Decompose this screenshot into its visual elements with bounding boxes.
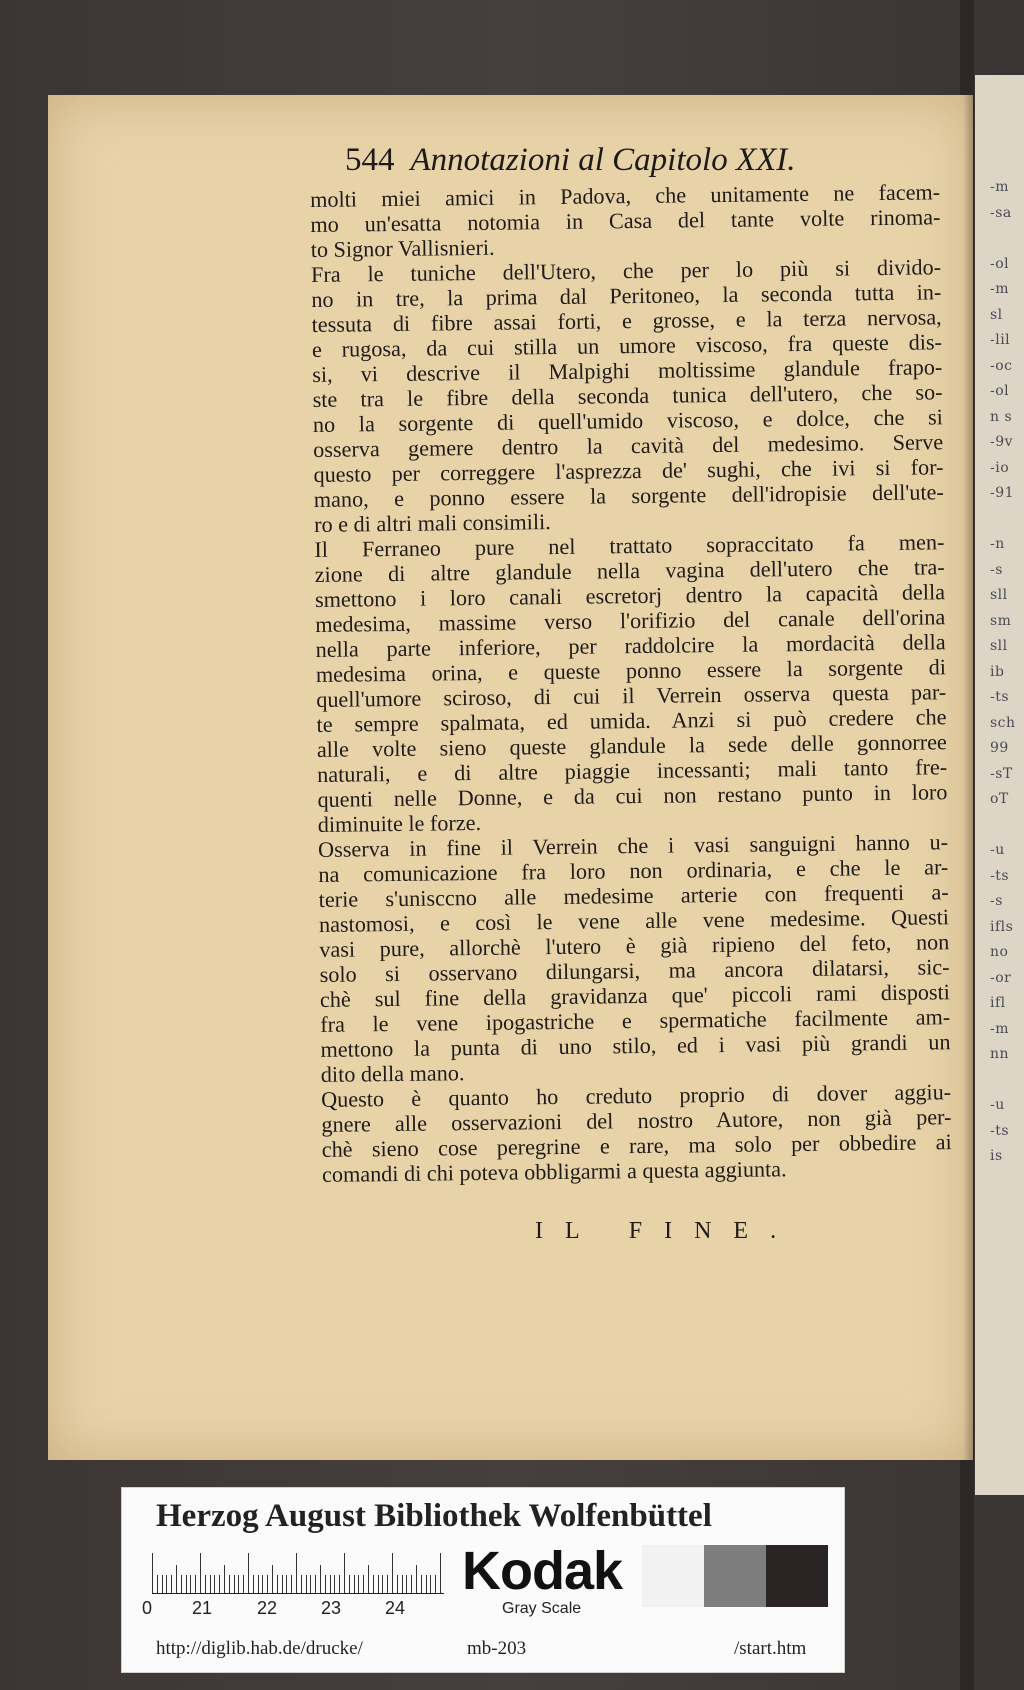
- text-line: molti miei amici in Padova, che unitamente ne facem-: [310, 179, 941, 212]
- ruler-tick: [387, 1575, 388, 1593]
- text-line: dito della mano.: [320, 1060, 465, 1087]
- text-line: na comunicazione fra loro non ordinaria, e che le ar-: [318, 854, 949, 887]
- ruler-tick: [248, 1553, 249, 1593]
- text-line: mano, e ponno essere la sorgente dell'idropisie dell'ute-: [313, 479, 944, 512]
- text-line: si, vi descrive il Malpighi moltissime glandule frapo-: [312, 354, 943, 387]
- facing-fragment: -m: [990, 1020, 1010, 1037]
- text-line: naturali, e di altre piaggie incessanti; mali tanto fre-: [317, 754, 948, 787]
- ruler-tick: [426, 1575, 427, 1593]
- start-path: /start.htm: [734, 1638, 807, 1659]
- color-calibration-card: [121, 1487, 845, 1673]
- ruler-tick: [354, 1575, 355, 1593]
- ruler-tick: [262, 1575, 263, 1593]
- facing-fragment: -io: [990, 459, 1010, 476]
- gray-swatch: [704, 1545, 766, 1607]
- facing-fragment: oT: [990, 791, 1009, 807]
- facing-fragment: is: [990, 1148, 1003, 1164]
- facing-fragment: -m: [990, 281, 1010, 297]
- ruler-tick: [234, 1575, 235, 1593]
- facing-fragment: -u: [990, 842, 1005, 858]
- ruler-tick: [392, 1553, 393, 1593]
- ruler-tick: [411, 1575, 412, 1593]
- text-line: te sempre spalmata, ed umida. Anzi si può credere che: [316, 704, 947, 737]
- facing-fragment: -m: [990, 179, 1010, 195]
- page-body-text: [310, 179, 952, 1187]
- facing-fragment: n s: [990, 408, 1013, 425]
- ruler-tick: [219, 1575, 220, 1593]
- ruler-tick: [416, 1565, 417, 1593]
- ruler-tick: [310, 1575, 311, 1593]
- finis-text: IL FINE.: [535, 1218, 799, 1244]
- ruler-tick: [229, 1575, 230, 1593]
- facing-fragment: [990, 813, 1024, 839]
- text-line: mettono la punta di uno stilo, ed i vasi più grandi un: [320, 1029, 951, 1062]
- ruler-tick: [358, 1575, 359, 1593]
- text-line: Fra le tuniche dell'Utero, che per lo più si divido-: [310, 254, 942, 287]
- ruler-tick: [224, 1565, 225, 1593]
- ruler-tick: [363, 1575, 364, 1593]
- facing-fragment: -oc: [990, 357, 1013, 374]
- text-line: terie s'unisccno alle medesime arterie con frequenti a-: [318, 879, 949, 912]
- facing-fragment: -u: [990, 1097, 1005, 1113]
- ruler-tick: [176, 1565, 177, 1593]
- facing-fragment: -sT: [990, 765, 1013, 782]
- ruler-tick: [435, 1575, 436, 1593]
- ruler-label: 24: [385, 1598, 406, 1618]
- facing-fragment: [990, 226, 1024, 252]
- ruler-tick: [315, 1575, 316, 1593]
- text-line: mo un'esatta notomia in Casa del tante volte rinoma-: [310, 204, 941, 237]
- facing-fragment: ifls: [990, 918, 1014, 935]
- chapter-title: Annotazioni al Capitolo XXI.: [410, 142, 796, 178]
- facing-fragment: no: [990, 944, 1009, 960]
- facing-fragment: [990, 1068, 1024, 1094]
- facing-fragment: [990, 507, 1024, 533]
- gray-scale-swatches: [642, 1545, 828, 1607]
- running-head: [345, 142, 865, 179]
- facing-fragment: -sa: [990, 204, 1012, 221]
- ruler-tick: [325, 1575, 326, 1593]
- ruler-label: 23: [321, 1598, 342, 1618]
- ruler-tick: [195, 1575, 196, 1593]
- ruler-tick: [344, 1553, 345, 1593]
- facing-fragment: -ol: [990, 255, 1010, 272]
- facing-page-text: [990, 175, 1024, 1170]
- facing-fragment: 99: [990, 740, 1009, 756]
- kodak-logo: Kodak: [462, 1541, 623, 1601]
- ruler-tick: [373, 1575, 374, 1593]
- facing-fragment: nn: [990, 1046, 1010, 1062]
- text-line: vasi pure, allorchè l'utero è già ripieno del feto, non: [319, 929, 950, 962]
- facing-fragment: -91: [990, 485, 1015, 501]
- text-line: quenti nelle Donne, e da cui non restano punto in loro: [317, 779, 948, 812]
- text-line: osserva gemere dentro la cavità del medesimo. Serve: [313, 429, 944, 462]
- ruler-tick: [402, 1575, 403, 1593]
- text-line: medesima orina, e queste ponno essere la sorgente di: [315, 654, 947, 687]
- institution-name: Herzog August Bibliothek Wolfenbüttel: [156, 1498, 712, 1534]
- ruler-tick: [306, 1575, 307, 1593]
- text-line: diminuite le forze.: [317, 809, 482, 837]
- ruler-tick: [397, 1575, 398, 1593]
- facing-fragment: -ol: [990, 383, 1010, 399]
- ruler-tick: [205, 1575, 206, 1593]
- ruler-tick: [166, 1575, 167, 1593]
- measurement-ruler: [152, 1551, 444, 1594]
- text-line: ste tra le fibre della seconda tunica dell'utero, che so-: [312, 379, 943, 412]
- ruler-tick: [334, 1575, 335, 1593]
- text-line: to Signor Vallisnieri.: [310, 234, 495, 262]
- ruler-tick: [277, 1575, 278, 1593]
- text-line: Questo è quanto ho creduto proprio di dover aggiu-: [320, 1079, 952, 1112]
- ruler-tick: [320, 1565, 321, 1593]
- ruler-tick: [430, 1575, 431, 1593]
- ruler-tick: [368, 1565, 369, 1593]
- text-line: medesima, massime verso l'orifizio del canale dell'orina: [315, 604, 946, 637]
- ruler-label: 0: [142, 1598, 153, 1618]
- text-line: zione di altre glandule nella vagina dell'utero che tra-: [314, 554, 945, 587]
- facing-fragment: ifl: [990, 995, 1006, 1011]
- facing-fragment: -lil: [990, 332, 1011, 348]
- facing-fragment: sm: [990, 612, 1012, 629]
- ruler-tick: [258, 1575, 259, 1593]
- text-line: comandi di chi poteva obbligarmi a questa aggiunta.: [321, 1156, 787, 1187]
- ruler-tick: [272, 1565, 273, 1593]
- facing-fragment: -ts: [990, 1122, 1010, 1139]
- ruler-tick: [157, 1575, 158, 1593]
- ruler-tick: [186, 1575, 187, 1593]
- ruler-tick: [296, 1553, 297, 1593]
- facing-fragment: -9v: [990, 434, 1014, 450]
- ruler-tick: [349, 1575, 350, 1593]
- ruler-tick: [406, 1575, 407, 1593]
- ruler-tick: [171, 1575, 172, 1593]
- facing-fragment: -ts: [990, 867, 1010, 884]
- ruler-tick: [291, 1575, 292, 1593]
- ruler-tick: [210, 1575, 211, 1593]
- text-line: Osserva in fine il Verrein che i vasi sanguigni hanno u-: [317, 829, 949, 862]
- facing-fragment: sll: [990, 638, 1008, 654]
- facing-fragment: -ts: [990, 689, 1010, 705]
- text-line: solo si osservano dilungarsi, ma ancora dilatarsi, sic-: [319, 954, 950, 987]
- text-line: no in tre, la prima dal Peritoneo, la seconda tutta in-: [311, 279, 942, 312]
- facing-fragment: sch: [990, 714, 1016, 731]
- ruler-tick: [181, 1575, 182, 1593]
- ruler-tick: [301, 1575, 302, 1593]
- ruler-tick: [339, 1575, 340, 1593]
- text-line: no la sorgente di quell'umido viscoso, e dolce, che si: [312, 404, 944, 437]
- facing-fragment: -or: [990, 969, 1012, 986]
- ruler-tick: [286, 1575, 287, 1593]
- ruler-tick: [162, 1575, 163, 1593]
- facing-fragment: -s: [990, 561, 1003, 578]
- text-line: tessuta di fibre assai forti, e grosse, e la terza nervosa,: [311, 304, 942, 337]
- ruler-tick: [421, 1575, 422, 1593]
- ruler-tick: [440, 1553, 441, 1593]
- ruler-tick: [238, 1575, 239, 1593]
- facing-fragment: sl: [990, 306, 1003, 323]
- page-number: 544: [345, 142, 395, 178]
- gray-swatch: [642, 1545, 704, 1607]
- ruler-tick: [190, 1575, 191, 1593]
- text-line: questo per correggere l'asprezza de' sughi, che ivi si for-: [313, 454, 944, 487]
- gray-swatch: [766, 1545, 828, 1607]
- ruler-tick: [378, 1575, 379, 1593]
- library-url: http://diglib.hab.de/drucke/: [156, 1638, 363, 1659]
- text-line: e rugosa, da cui stilla un umore viscoso, fra queste dis-: [311, 329, 943, 362]
- facing-fragment: -s: [990, 893, 1003, 909]
- text-line: quell'umore sciroso, di cui il Verrein osserva questa par-: [316, 679, 947, 712]
- ruler-tick: [267, 1575, 268, 1593]
- text-line: Il Ferraneo pure nel trattato sopraccitato fa men-: [314, 529, 945, 562]
- text-line: gnere alle osservazioni del nostro Autore, non già per-: [321, 1104, 952, 1137]
- text-line: chè sieno cose peregrine e rare, ma solo per obbedire ai: [321, 1129, 952, 1162]
- ruler-tick: [253, 1575, 254, 1593]
- text-line: ro e di altri mali consimili.: [313, 509, 551, 537]
- ruler-tick: [330, 1575, 331, 1593]
- ruler-tick: [214, 1575, 215, 1593]
- ruler-tick: [200, 1553, 201, 1593]
- text-line: chè sul fine della gravidanza que' piccoli rami disposti: [319, 979, 951, 1012]
- ruler-tick: [282, 1575, 283, 1593]
- text-line: nella parte inferiore, per raddolcire la mordacità della: [315, 629, 946, 662]
- facing-fragment: ib: [990, 663, 1005, 680]
- ruler-label: 22: [257, 1598, 278, 1618]
- facing-fragment: sll: [990, 587, 1008, 603]
- ruler-label: 21: [192, 1598, 213, 1618]
- ruler-tick: [243, 1575, 244, 1593]
- text-line: nastomosi, e così le vene alle vene medesime. Questi: [318, 904, 950, 937]
- text-line: alle volte sieno queste glandule la sede delle gonnorree: [316, 729, 947, 762]
- ruler-tick: [152, 1553, 153, 1593]
- shelfmark: mb-203: [467, 1638, 527, 1659]
- facing-fragment: -n: [990, 536, 1005, 552]
- ruler-labels: [122, 1598, 452, 1622]
- ruler-tick: [382, 1575, 383, 1593]
- gray-scale-label: Gray Scale: [502, 1600, 582, 1617]
- text-line: fra le vene ipogastriche e spermatiche facilmente am-: [320, 1004, 951, 1037]
- text-line: smettono i loro canali escretorj dentro la capacità della: [314, 579, 946, 612]
